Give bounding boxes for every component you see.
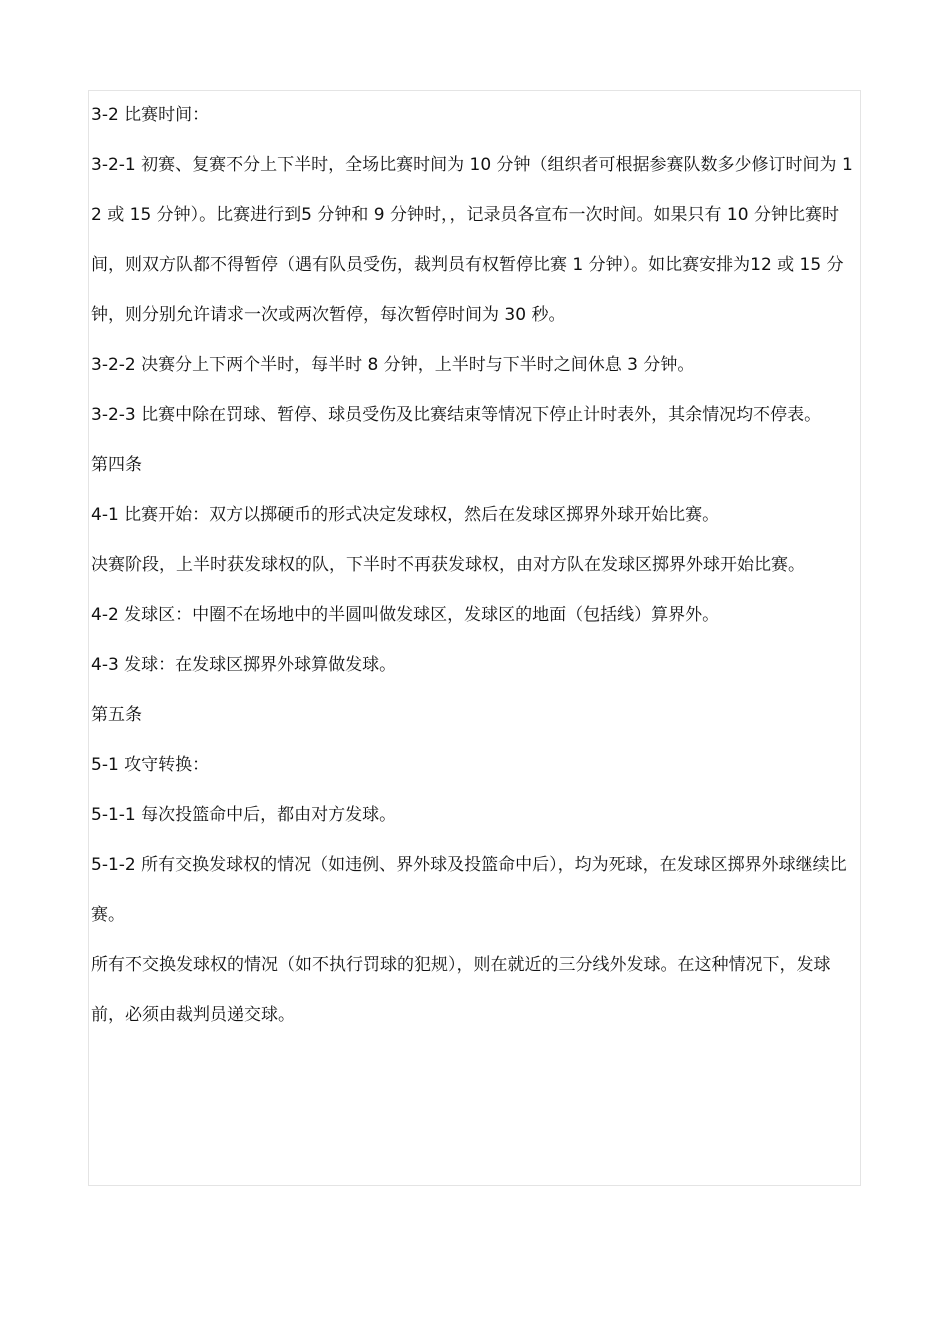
clause-3-2-2: 3-2-2 决赛分上下两个半时，每半时 8 分钟，上半时与下半时之间休息 3 分钟。	[91, 355, 695, 375]
article-5-heading: 第五条	[91, 705, 142, 725]
article-4-heading: 第四条	[91, 455, 142, 475]
section-5-1-heading: 5-1 攻守转换：	[91, 755, 210, 775]
section-3-2-heading: 3-2 比赛时间：	[91, 105, 210, 125]
clause-4-2: 4-2 发球区：中圈不在场地中的半圆叫做发球区，发球区的地面（包括线）算界外。	[91, 605, 720, 625]
document-body	[91, 90, 861, 1040]
clause-3-2-1: 3-2-1 初赛、复赛不分上下半时，全场比赛时间为 10 分钟（组织者可根据参赛队数多少修订时间为 12 或 15 分钟）。比赛进行到5 分钟和 9 分钟时，，记录员各宣布一次时间。如果只有 10 分钟比赛时间，则双方队都不得暂停（遇有队员受伤，裁判员有权暂停比赛 1 分钟）。如比赛安排为12 或 15 分钟，则分别允许请求一次或两次暂停，每次暂停时间为 30 秒。	[91, 155, 853, 325]
clause-5-1-1: 5-1-1 每次投篮命中后，都由对方发球。	[91, 805, 397, 825]
clause-4-1: 4-1 比赛开始：双方以掷硬币的形式决定发球权，然后在发球区掷界外球开始比赛。	[91, 505, 720, 525]
clause-4-1-final-stage: 决赛阶段，上半时获发球权的队，下半时不再获发球权，由对方队在发球区掷界外球开始比赛。	[91, 555, 805, 575]
clause-4-3: 4-3 发球：在发球区掷界外球算做发球。	[91, 655, 397, 675]
clause-3-2-3: 3-2-3 比赛中除在罚球、暂停、球员受伤及比赛结束等情况下停止计时表外，其余情况均不停表。	[91, 405, 822, 425]
clause-5-1-2: 5-1-2 所有交换发球权的情况（如违例、界外球及投篮命中后），均为死球，在发球区掷界外球继续比赛。	[91, 855, 847, 925]
clause-5-1-2-non-exchange: 所有不交换发球权的情况（如不执行罚球的犯规），则在就近的三分线外发球。在这种情况下，发球前，必须由裁判员递交球。	[91, 955, 831, 1025]
